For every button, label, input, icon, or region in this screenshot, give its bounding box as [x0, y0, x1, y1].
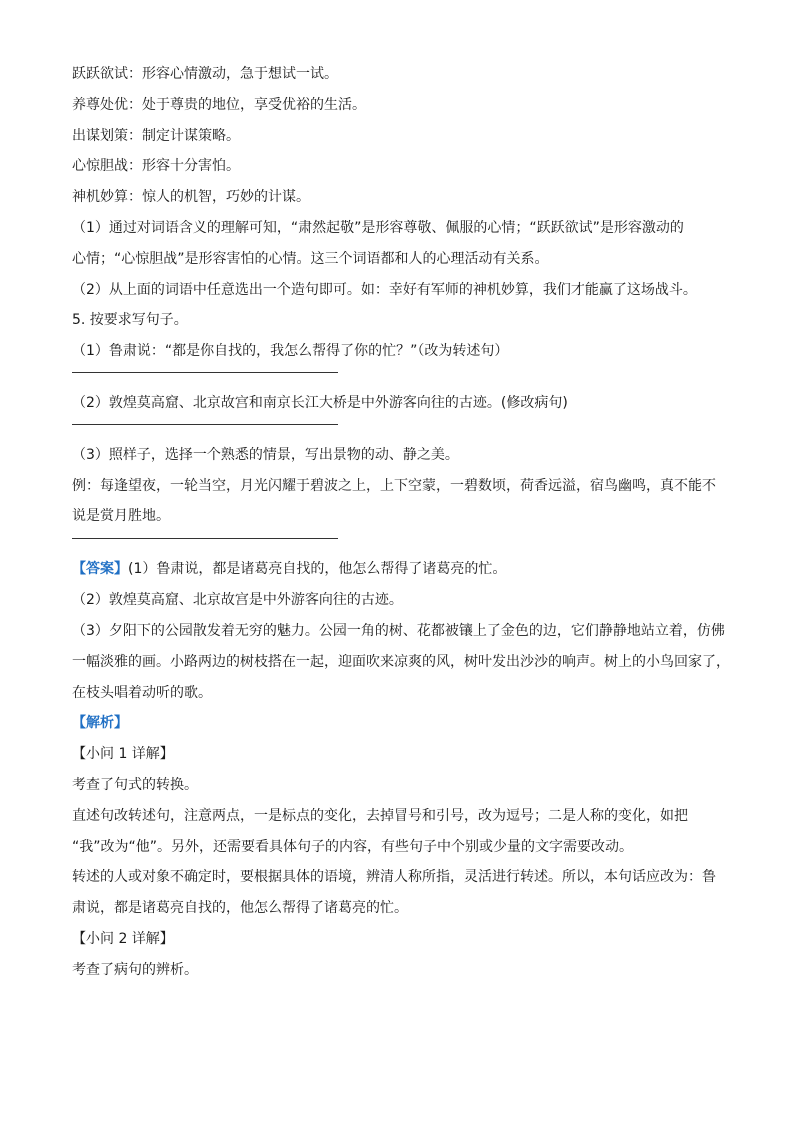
analysis-line: 肃说，都是诸葛亮自找的，他怎么帮得了诸葛亮的忙。: [72, 900, 408, 917]
answer-line: 一幅淡雅的画。小路两边的树枝搭在一起，迎面吹来凉爽的风，树叶发出沙沙的响声。树上的小鸟回家了，: [72, 653, 730, 670]
definition-line: 跃跃欲试：形容心情激动，急于想试一试。: [72, 66, 338, 82]
analysis-line: 考查了句式的转换。: [72, 776, 198, 793]
question-title: 5. 按要求写句子。: [72, 312, 188, 329]
analysis-line: 转述的人或对象不确定时，要根据具体的语境，辨清人称所指，灵活进行转述。所以，本句话应改为：鲁: [72, 869, 716, 886]
explanation-line: 心情；“心惊胆战”是形容害怕的心情。这三个词语都和人的心理活动有关系。: [72, 250, 549, 267]
document-body: [72, 64, 728, 991]
answer-line: （3）夕阳下的公园散发着无穷的魅力。公园一角的树、花都被镶上了金色的边，它们静静地站立着，仿佛: [72, 622, 725, 639]
answer-blank-line: [72, 538, 338, 539]
subquestion-header: 【小问 2 详解】: [72, 930, 174, 947]
answer-label: 【答案】: [72, 561, 128, 578]
explanation-line: （2）从上面的词语中任意选出一个造句即可。如：幸好有军师的神机妙算，我们才能赢了这场战斗。: [72, 281, 697, 298]
answer-text: (1）鲁肃说，都是诸葛亮自找的，他怎么帮得了诸葛亮的忙。: [128, 561, 507, 578]
example-line: 例：每逢望夜，一轮当空，月光闪耀于碧波之上，上下空蒙，一碧数顷，荷香远溢，宿鸟幽鸣，真不能不: [72, 477, 716, 494]
question-item: （2）敦煌莫高窟、北京故宫和南京长江大桥是中外游客向往的古迹。(修改病句): [72, 394, 568, 411]
definition-line: 出谋划策：制定计谋策略。: [72, 127, 240, 144]
definition-line: 神机妙算：惊人的机智，巧妙的计谋。: [72, 189, 310, 206]
answer-line: 在枝头唱着动听的歌。: [72, 684, 212, 701]
explanation-line: （1）通过对词语含义的理解可知，“肃然起敬”是形容尊敬、佩服的心情；“跃跃欲试”是形容激动的: [72, 219, 684, 236]
definition-line: 心惊胆战：形容十分害怕。: [72, 158, 240, 175]
question-item: （1）鲁肃说：“都是你自找的，我怎么帮得了你的忙？”（改为转述句）: [72, 343, 509, 360]
analysis-label: 【解析】: [72, 715, 128, 732]
answer-first-line: [72, 559, 728, 579]
analysis-line: 考查了病句的辨析。: [72, 961, 198, 978]
example-line: 说是赏月胜地。: [72, 508, 170, 525]
subquestion-header: 【小问 1 详解】: [72, 746, 174, 763]
answer-blank-line: [72, 424, 338, 425]
analysis-line: 直述句改转述句，注意两点，一是标点的变化，去掉冒号和引号，改为逗号；二是人称的变化，如把: [72, 807, 688, 824]
answer-line: （2）敦煌莫高窟、北京故宫是中外游客向往的古迹。: [72, 592, 403, 609]
question-item: （3）照样子，选择一个熟悉的情景，写出景物的动、静之美。: [72, 446, 459, 463]
answer-blank-line: [72, 372, 338, 373]
analysis-line: “我”改为“他”。另外，还需要看具体句子的内容，有些句子中个别或少量的文字需要改动。: [72, 838, 634, 855]
definition-line: 养尊处优：处于尊贵的地位，享受优裕的生活。: [72, 96, 366, 113]
